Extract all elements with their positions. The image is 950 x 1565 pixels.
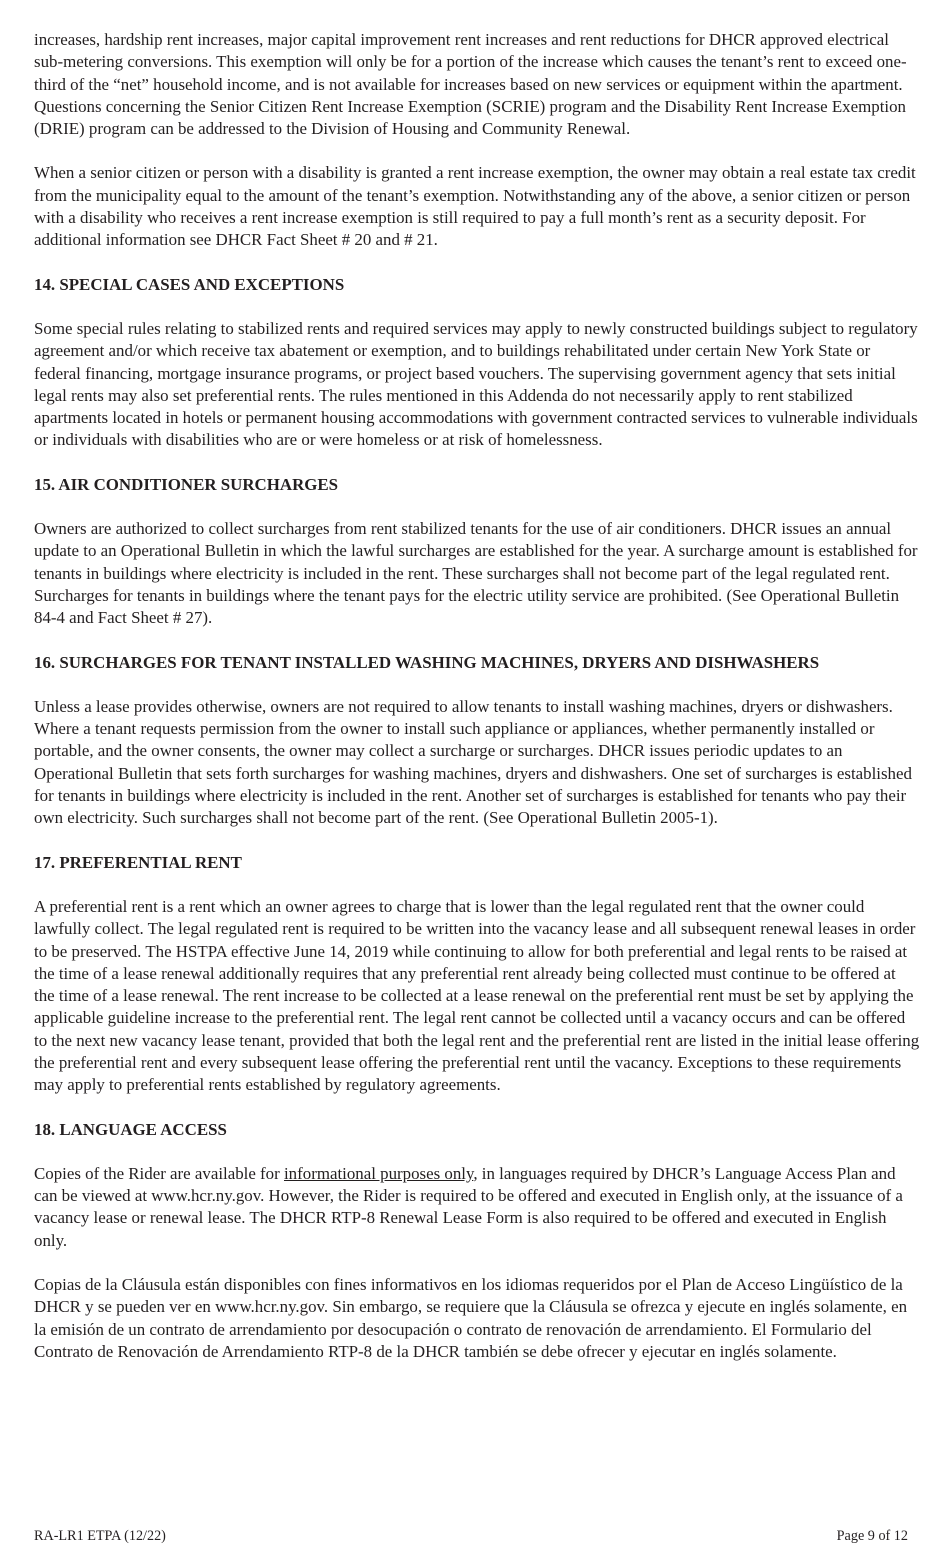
intro-paragraph-2: When a senior citizen or person with a disability is granted a rent increase exemption, the owner may obtain a real estate tax credit from the municipality equal to the amount of the tenant’s exemption. Notwithstanding any of the above, a senior citizen or person with a disability who receives a rent increase exemption is still required to pay a full month’s rent as a security deposit. For additional information see DHCR Fact Sheet # 20 and # 21. (34, 163, 916, 250)
section-18-heading: 18. LANGUAGE ACCESS (34, 1119, 227, 1139)
section-15-heading: 15. AIR CONDITIONER SURCHARGES (34, 474, 339, 494)
language-access-spanish: Copias de la Cláusula están disponibles con fines informativos en los idiomas requeridos por el Plan de Acceso Lingüístico de la DHCR y se pueden ver en www.hcr.ny.gov. Sin embargo, se requiere que la Cláusula se ofrezca y ejecute en inglés solamente, en la emisión de un contrato de arrendamiento por desocupación o contrato de renovación de arrendamiento. El Formulario del Contrato de Renovación de Arrendamiento RTP-8 de la DHCR también se debe ofrecer y ejecutar en inglés solamente. (34, 1275, 908, 1361)
section-16-heading: 16. SURCHARGES FOR TENANT INSTALLED WASHING MACHINES, DRYERS AND DISHWASHERS (34, 652, 820, 672)
form-id: RA-LR1 ETPA (12/22) (34, 1528, 166, 1544)
section-16-body: Unless a lease provides otherwise, owners are not required to allow tenants to install washing machines, dryers or dishwashers. Where a tenant requests permission from the owner to install such appliance or appliances, whether permanently installed or portable, and the owner consents, the owner may collect a surcharge or surcharges. DHCR issues periodic updates to an Operational Bulletin that sets forth surcharges for washing machines, dryers and dishwashers. One set of surcharges is established for tenants in buildings where electricity is included in the rent. Another set of surcharges is established for tenants who pay their own electricity. Such surcharges shall not become part of the rent. (See Operational Bulletin 2005-1). (34, 696, 912, 828)
page-footer (34, 1528, 908, 1545)
section-14-body: Some special rules relating to stabilized rents and required services may apply to newly constructed buildings subject to regulatory agreement and/or which receive tax abatement or exemption, and to buildings rehabilitated under certain New York State or federal financing, mortgage insurance programs, or project based vouchers. The supervising government agency that sets initial legal rents may also set preferential rents. The rules mentioned in this Addenda do not necessarily apply to rent stabilized apartments located in hotels or permanent housing accommodations with government contracted services to vulnerable individuals or individuals with disabilities who are or were homeless or at risk of homelessness. (34, 318, 918, 450)
section-14-heading: 14. SPECIAL CASES AND EXCEPTIONS (34, 274, 345, 294)
language-access-english (34, 1163, 920, 1252)
page-number: Page 9 of 12 (836, 1528, 908, 1544)
intro-paragraph-1: increases, hardship rent increases, major capital improvement rent increases and rent reductions for DHCR approved electrical sub-metering conversions. This exemption will only be for a portion of the increase which causes the tenant’s rent to exceed one-third of the “net” household income, and is not available for increases based on new services or equipment within the apartment. Questions concerning the Senior Citizen Rent Increase Exemption (SCRIE) program and the Disability Rent Increase Exemption (DRIE) program can be addressed to the Division of Housing and Community Renewal. (34, 30, 907, 139)
section-17-body: A preferential rent is a rent which an owner agrees to charge that is lower than the legal regulated rent that the owner could lawfully collect. The legal regulated rent is required to be written into the vacancy lease and all subsequent renewal leases in order to be preserved. The HSTPA effective June 14, 2019 while continuing to allow for both preferential and legal rents to be raised at the time of a lease renewal additionally requires that any preferential rent already being collected must continue to be offered at the time of a lease renewal. The rent increase to be collected at a lease renewal on the preferential rent must be set by applying the applicable guideline increase to the preferential rent. The legal rent cannot be collected until a vacancy occurs and can be offered to the next new vacancy lease tenant, provided that both the legal rent and the preferential rent are listed in the initial lease offering the preferential rent and every subsequent lease offering the preferential rent until the vacancy. Exceptions to these requirements may apply to preferential rents established by regulatory agreements. (34, 896, 920, 1095)
section-15-body: Owners are authorized to collect surcharges from rent stabilized tenants for the use of air conditioners. DHCR issues an annual update to an Operational Bulletin in which the lawful surcharges are established for the year. A surcharge amount is established for tenants in buildings where electricity is included in the rent. These surcharges shall not become part of the legal regulated rent. Surcharges for tenants in buildings where the tenant pays for the electric utility service are prohibited. (See Operational Bulletin 84-4 and Fact Sheet # 27). (34, 519, 918, 628)
informational-purposes-underlined: informational purposes only (283, 1163, 474, 1183)
english-text-end: , in languages required by DHCR’s Language Access Plan and can be viewed at www.hcr.ny.gov. However, the Rider is required to be offered and executed in English only, at the issuance of a vacancy lease or renewal lease. The DHCR RTP-8 Renewal Lease Form is also required to be offered and executed in English only. (34, 1163, 903, 1250)
document-page (34, 29, 920, 1385)
english-text-start: Copies of the Rider are available for (34, 1163, 284, 1183)
section-17-heading: 17. PREFERENTIAL RENT (34, 852, 242, 872)
